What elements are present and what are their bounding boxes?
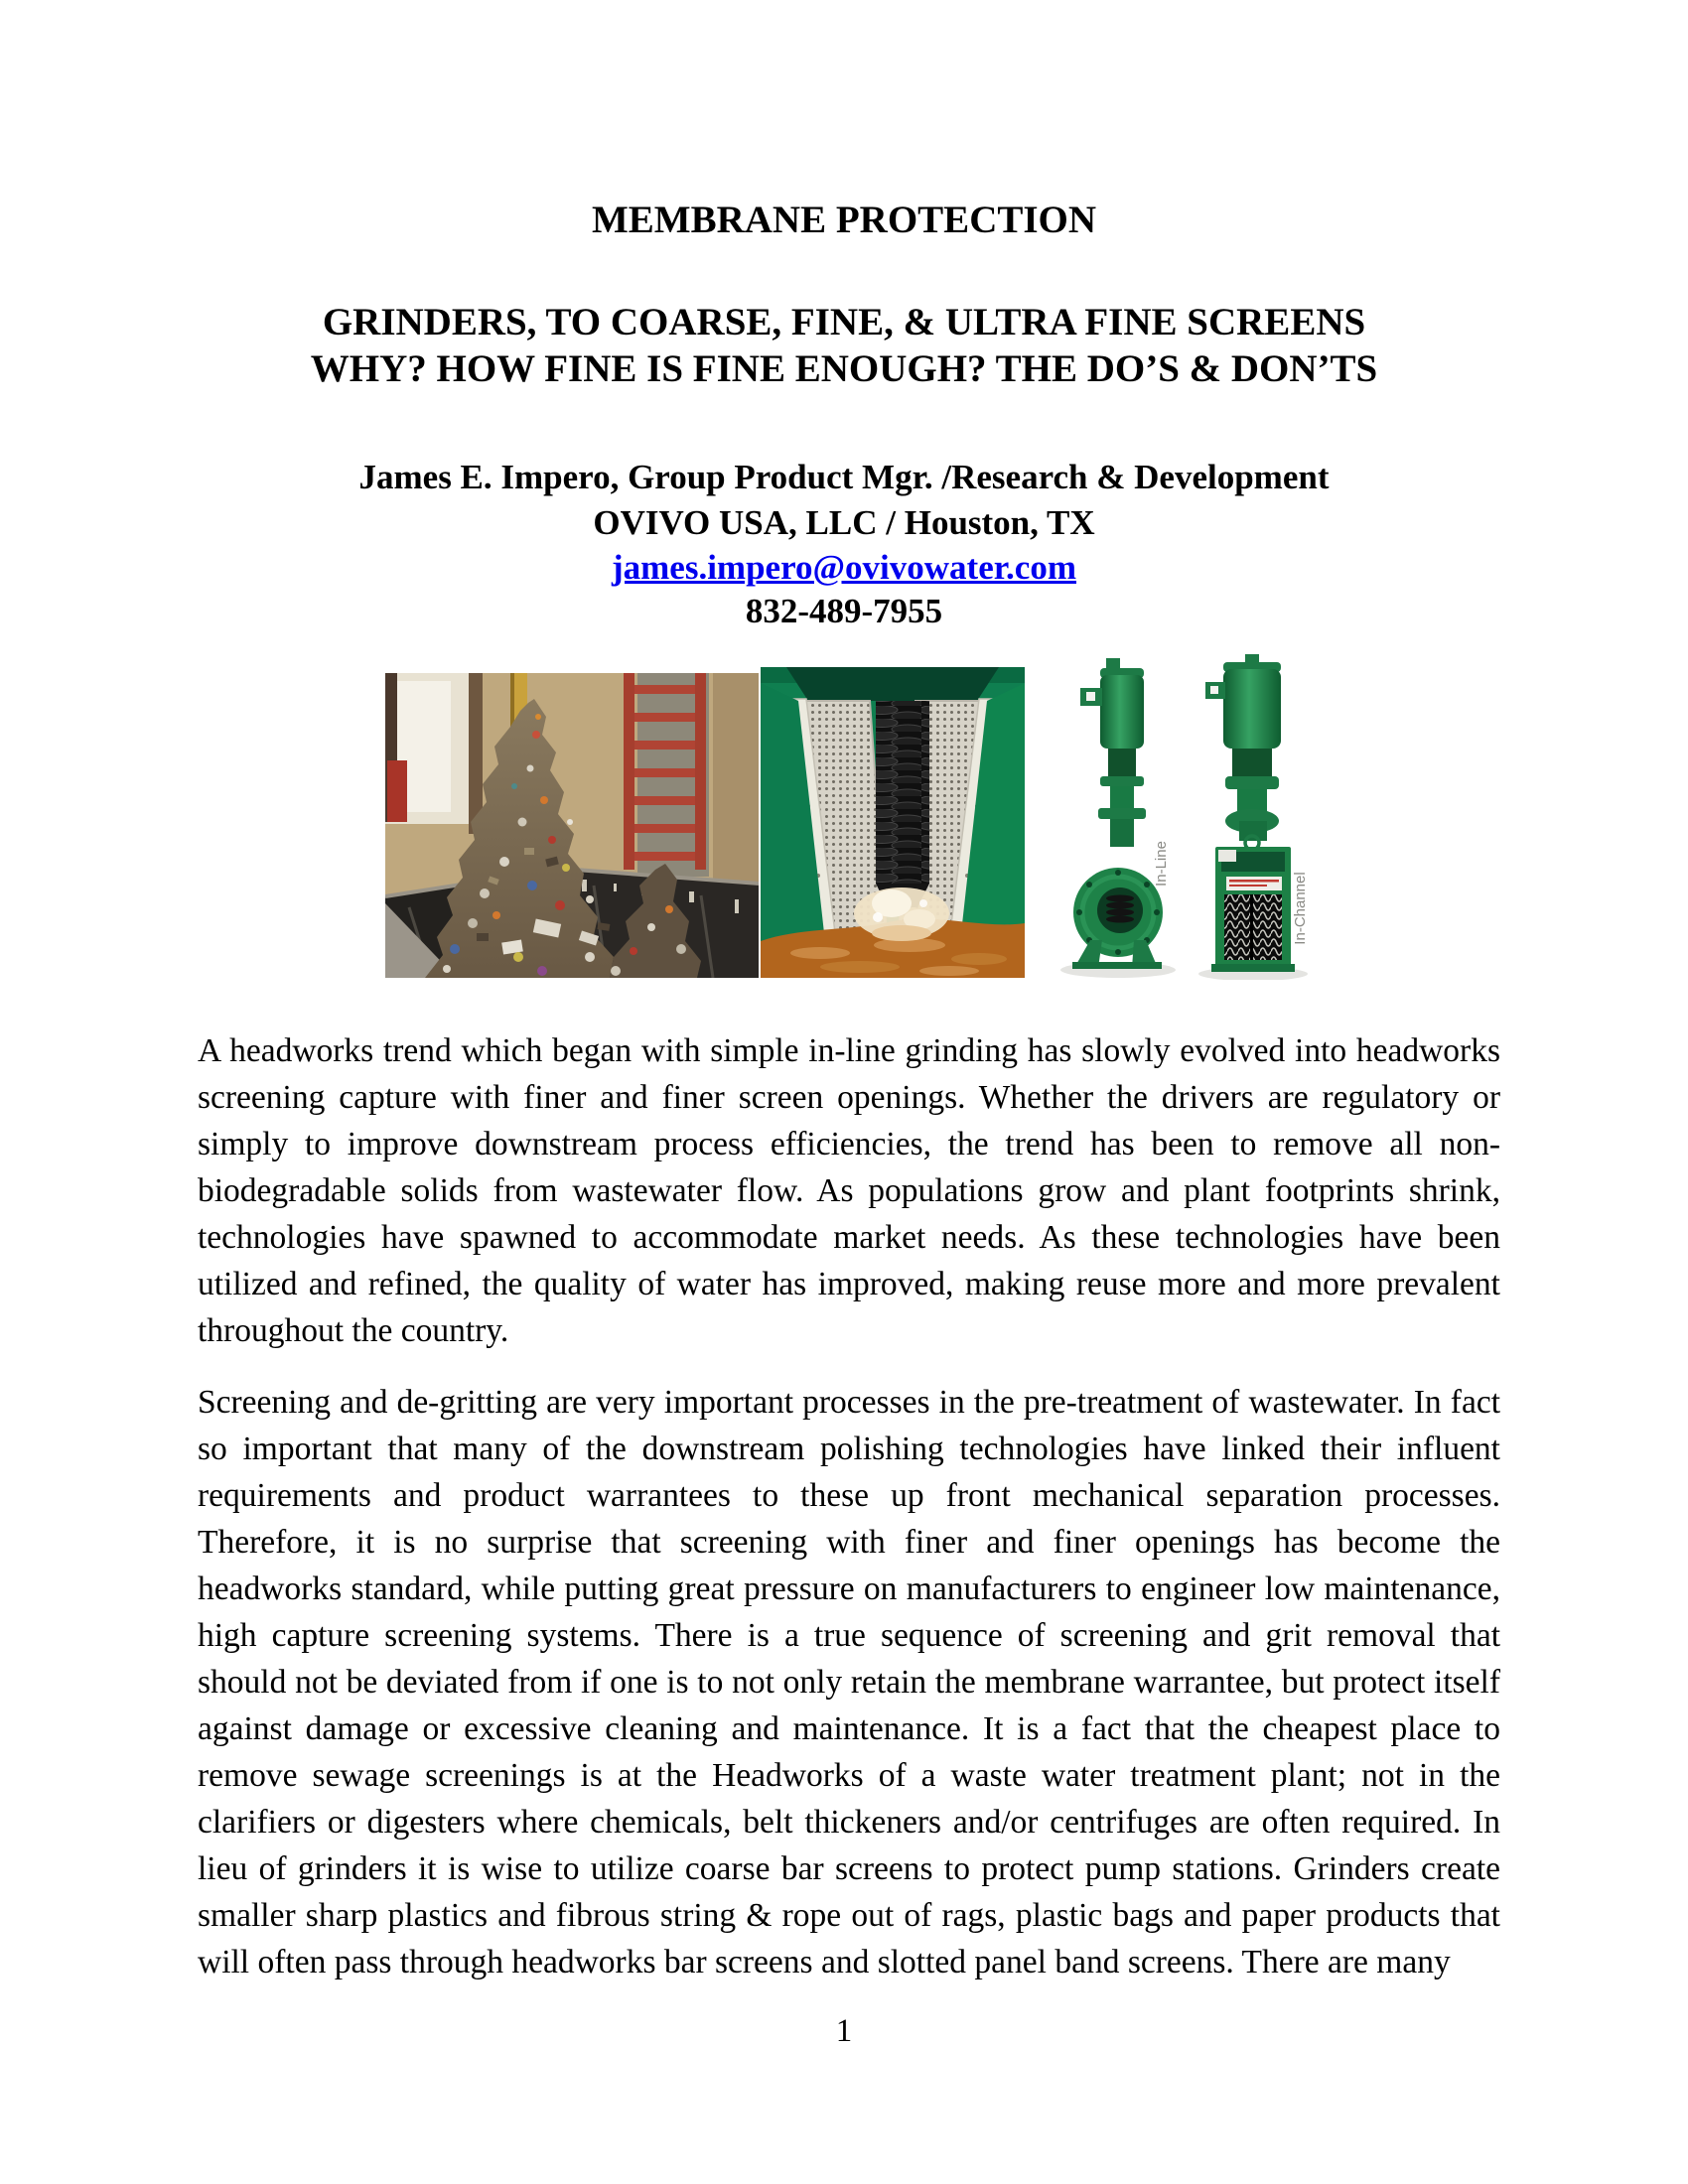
company-line: OVIVO USA, LLC / Houston, TX	[593, 503, 1095, 542]
body-paragraph-2: Screening and de-gritting are very important processes in the pre-treatment of wastewater. In fact so important that many of the downstream polishing technologies have linked their influent requirements and product warrantees to these up front mechanical separation processes. Therefore, it is no surprise that screening with finer and finer openings has become the headworks standard, while putting great pressure on manufacturers to engineer low maintenance, high capture screening systems. There is a true sequence of screening and grit removal that should not be deviated from if one is to not only retain the membrane warrantee, but protect itself against damage or excessive cleaning and maintenance. It is a fact that the cheapest place to remove sewage screenings is at the Headworks of a waste water treatment plant; not in the clarifiers or digesters where chemicals, belt thickeners and/or centrifuges are often required. In lieu of grinders it is wise to utilize coarse bar screens to protect pump stations. Grinders create smaller sharp plastics and fibrous string & rope out of rags, plastic bags and paper products that will often pass through headworks bar screens and slotted panel band screens. There are many	[198, 1384, 1500, 1980]
grinder-pumps-image	[1031, 652, 1327, 980]
screenings-pile-photo	[385, 673, 759, 978]
body-paragraph-1: A headworks trend which began with simple in-line grinding has slowly evolved into headworks screening capture with finer and finer screen openings. Whether the drivers are regulatory or simply to improve downstream process efficiencies, the trend has been to remove all non-biodegradable solids from wastewater flow. As populations grow and plant footprints shrink, technologies have spawned to accommodate market needs. As these technologies have been utilized and refined, the quality of water has improved, making reuse more and more prevalent throughout the country.	[198, 1032, 1500, 1349]
phone-number: 832-489-7955	[745, 592, 943, 630]
subtitle-line-2: WHY? HOW FINE IS FINE ENOUGH? THE DO’S & DON’TS	[310, 347, 1378, 390]
inline-caption: In-Line	[1153, 841, 1170, 887]
inchannel-caption: In-Channel	[1292, 872, 1309, 945]
subtitle-line-1: GRINDERS, TO COARSE, FINE, & ULTRA FINE SCREENS	[322, 301, 1366, 343]
email-link[interactable]: james.impero@ovivowater.com	[611, 548, 1076, 587]
grinder-cutters-image	[761, 667, 1025, 978]
screenings-pile-image	[385, 673, 759, 978]
grinder-cutters-photo	[761, 667, 1025, 978]
page-title: MEMBRANE PROTECTION	[591, 199, 1097, 241]
page-number: 1	[835, 2013, 853, 2049]
grinder-pumps-photo	[1031, 652, 1327, 980]
author-line: James E. Impero, Group Product Mgr. /Research & Development	[358, 458, 1330, 496]
